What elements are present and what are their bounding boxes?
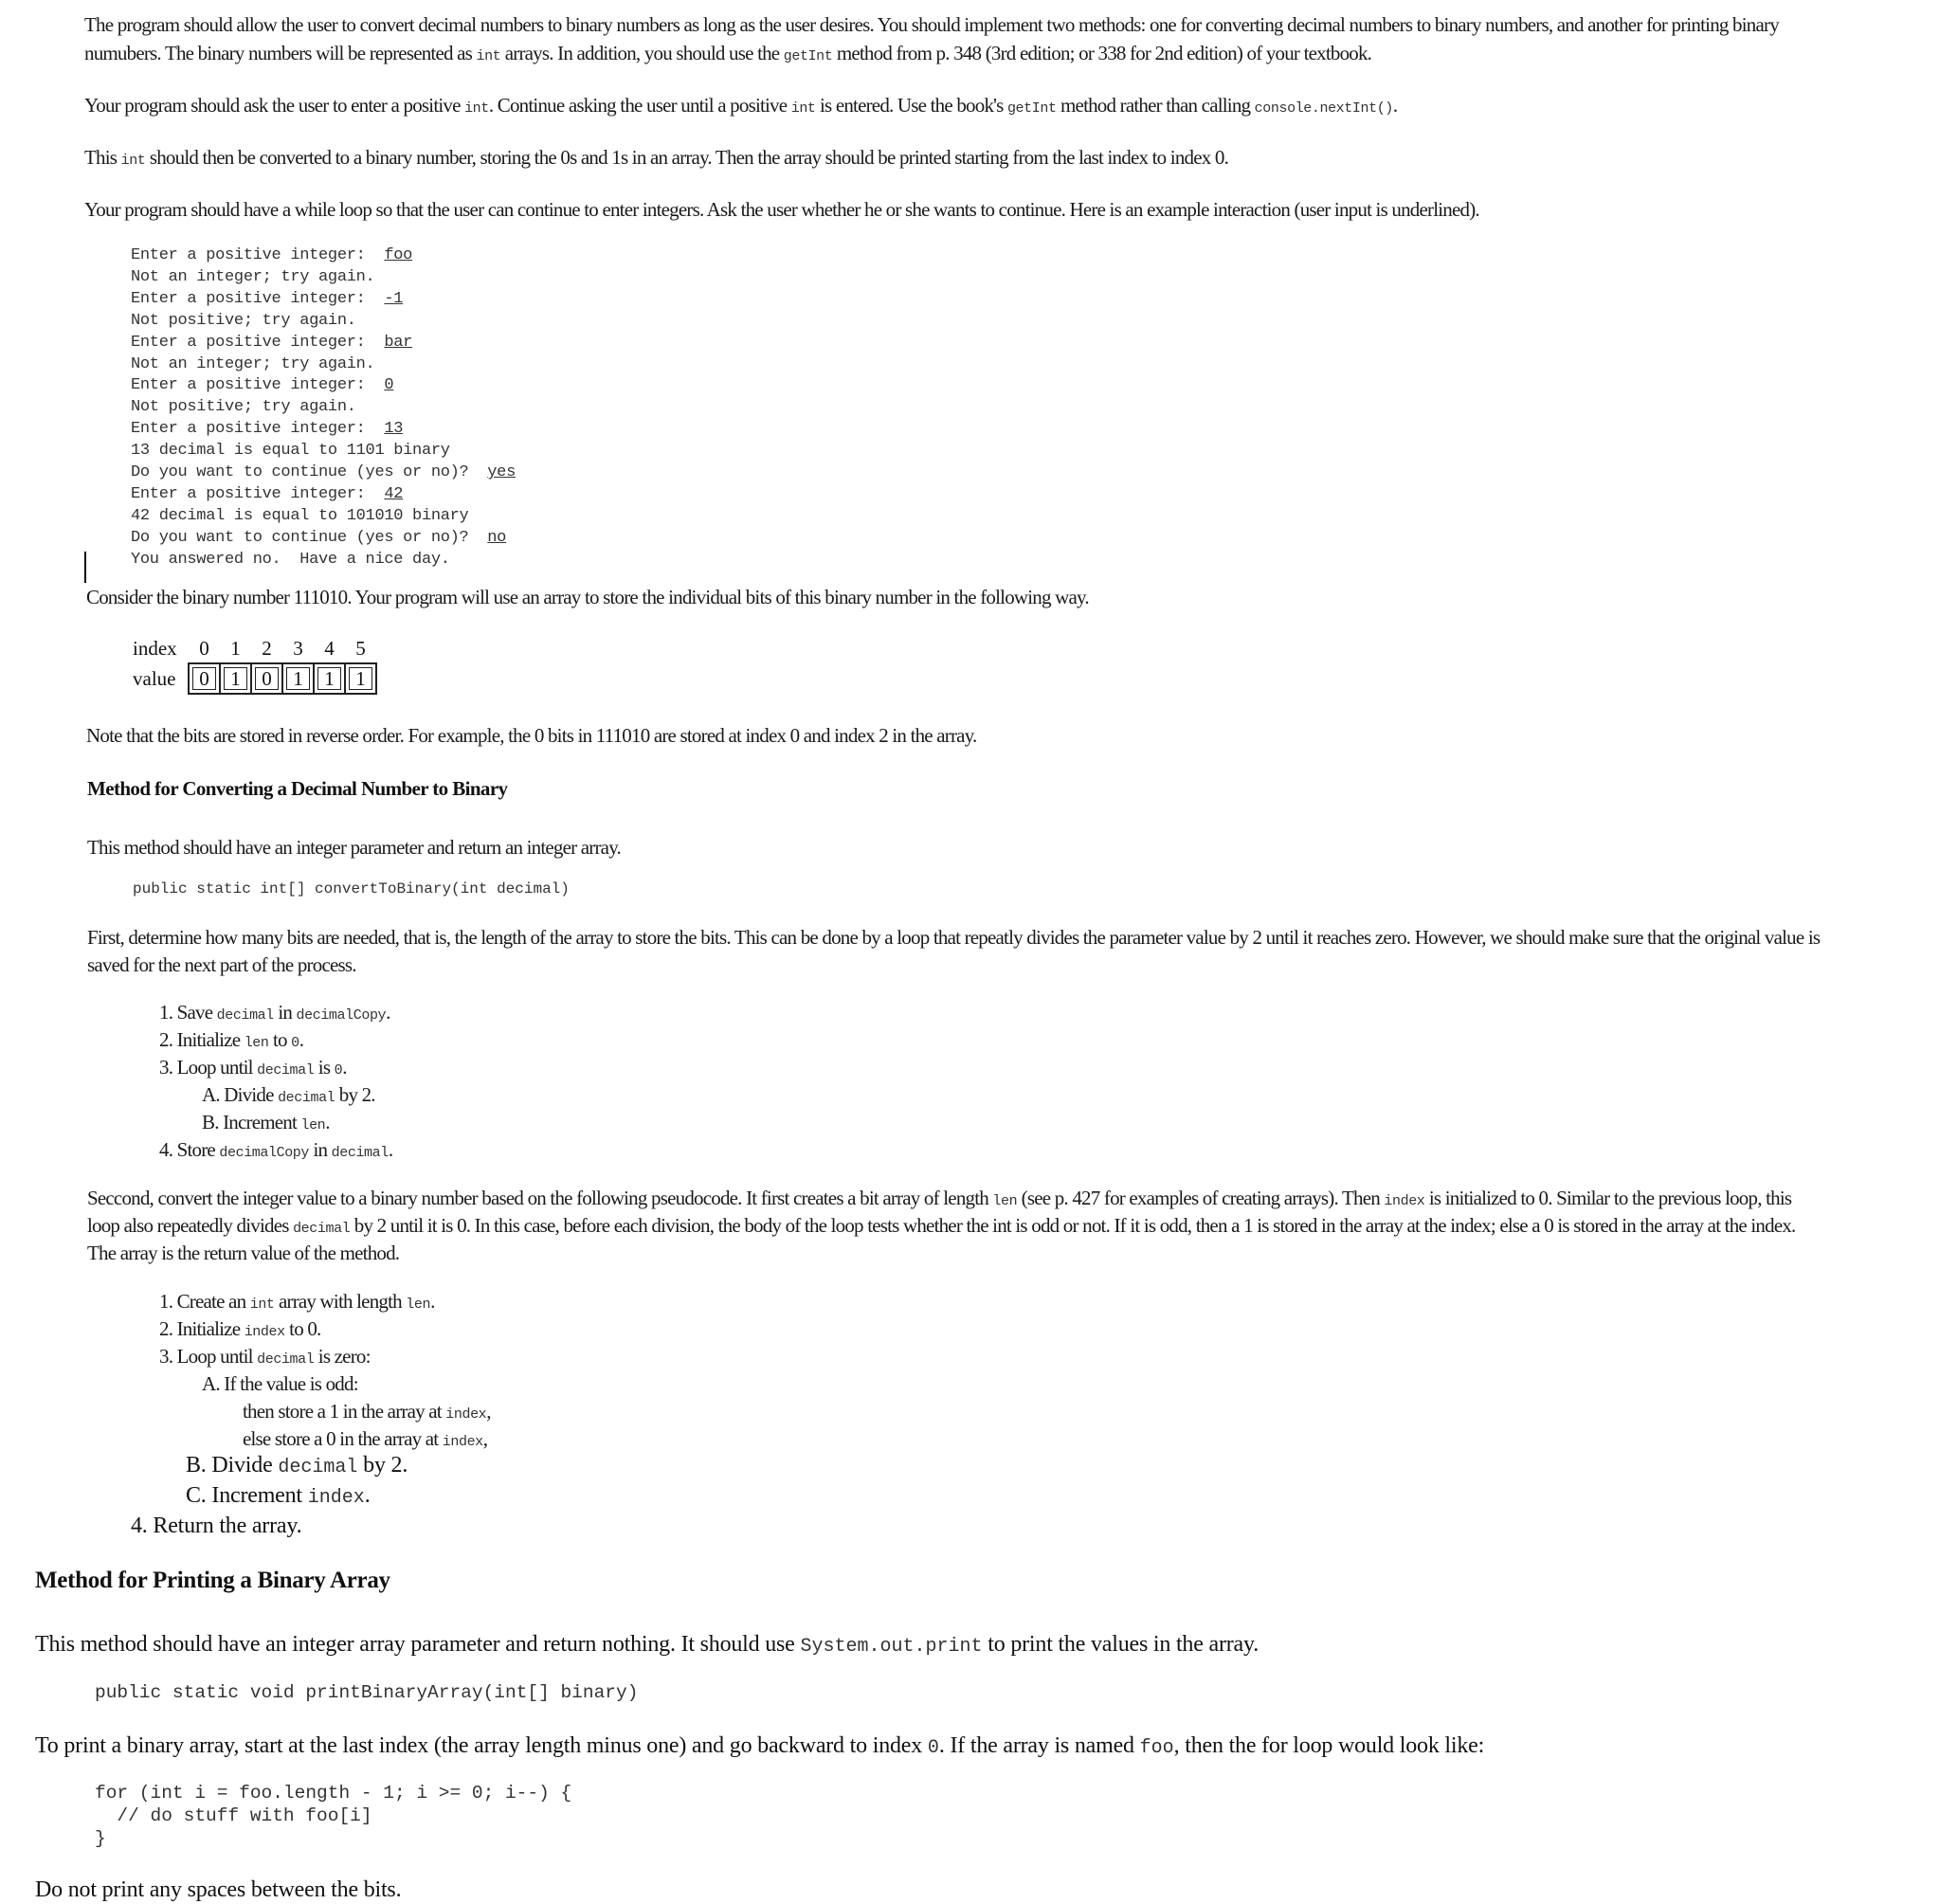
inline-code: index (307, 1487, 365, 1509)
value-label: value (133, 666, 176, 690)
convert-method-signature: public static int[] convertToBinary(int decimal) (133, 880, 570, 898)
convert-method-heading: Method for Converting a Decimal Number to Binary (87, 777, 508, 800)
intro-line-1: The program should allow the user to convert decimal numbers to binary numbers as long as the user desires. You should implement two methods: one for converting decimal numbers to binary numbers, and another for printing binary (84, 13, 1779, 36)
inline-code: getInt (783, 48, 833, 64)
console-line: You answered no. Have a nice day. (131, 550, 450, 569)
user-input: 0 (384, 376, 394, 395)
step2-4: 4. Return the array. (131, 1514, 302, 1538)
step2-3a-then: then store a 1 in the array at index, (243, 1400, 491, 1423)
inline-code: decimal (257, 1351, 315, 1368)
user-input: yes (487, 463, 516, 482)
bit-cell: 0 (189, 663, 220, 694)
text-cursor (84, 552, 86, 583)
inline-code: int (790, 100, 816, 117)
step1-2: 2. Initialize len to 0. (159, 1028, 304, 1051)
inline-code: int (249, 1297, 275, 1313)
user-input: bar (384, 333, 413, 352)
inline-code: decimal (278, 1457, 358, 1478)
inline-code: 0 (927, 1737, 939, 1759)
console-line: Not an integer; try again. (131, 354, 375, 373)
inline-code: decimal (331, 1145, 389, 1161)
inline-code: decimalCopy (219, 1145, 310, 1161)
inline-code: index (445, 1406, 487, 1423)
step2-3a-else: else store a 0 in the array at index, (243, 1427, 488, 1450)
index-cell: 3 (293, 636, 303, 660)
user-input: 42 (384, 484, 404, 503)
index-cell: 2 (262, 636, 272, 660)
bit-cell: 1 (282, 663, 314, 694)
print-method-description: This method should have an integer array parameter and return nothing. It should use System.out.print to print the values in the array. (35, 1632, 1259, 1658)
step1-4: 4. Store decimalCopy in decimal. (159, 1138, 393, 1161)
inline-code: decimal (278, 1090, 335, 1106)
console-line: Do you want to continue (yes or no)? yes (131, 463, 516, 482)
inline-code: console.nextInt() (1254, 100, 1393, 117)
first-paragraph-line-1: First, determine how many bits are needed, that is, the length of the array to store the bits. This can be done by a loop that repeatly divides the parameter value by 2 until it reaches zero. However, we should make sure that the original value is (87, 926, 1821, 949)
console-line: Not an integer; try again. (131, 267, 375, 286)
console-line: Do you want to continue (yes or no)? no (131, 528, 507, 547)
index-cell: 0 (199, 636, 209, 660)
step2-3: 3. Loop until decimal is zero: (159, 1345, 371, 1368)
step2-3b: B. Divide decimal by 2. (186, 1453, 408, 1478)
console-line: Not positive; try again. (131, 311, 356, 330)
inline-code: int (120, 153, 146, 169)
inline-code: 0 (334, 1062, 343, 1079)
note-paragraph: Note that the bits are stored in reverse order. For example, the 0 bits in 111010 are stored at index 0 and index 2 in the array. (86, 724, 977, 747)
console-line: Enter a positive integer: 13 (131, 420, 404, 439)
index-cell: 4 (324, 636, 335, 660)
inline-code: len (992, 1193, 1018, 1209)
step2-2: 2. Initialize index to 0. (159, 1317, 321, 1340)
bit-array-figure (133, 634, 377, 695)
step1-3a: A. Divide decimal by 2. (202, 1083, 375, 1106)
user-input: foo (384, 246, 413, 264)
index-row (133, 634, 376, 663)
example-interaction (131, 245, 516, 571)
step1-3: 3. Loop until decimal is 0. (159, 1056, 347, 1079)
intro-paragraph-4: Your program should have a while loop so that the user can continue to enter integers. Ask the user whether he or she wants to continue. Here is an example interaction (user input is underlined). (84, 198, 1479, 221)
inline-code: decimal (257, 1062, 315, 1079)
second-paragraph-line-1: Seccond, convert the integer value to a binary number based on the following pseudocode. It first creates a bit array of length len (see p. 427 for examples of creating arrays). Then index is initialized to 0. Similar to the previous loop, this (87, 1187, 1792, 1209)
second-paragraph-line-3: The array is the return value of the method. (87, 1242, 400, 1264)
inline-code: len (300, 1117, 326, 1133)
inline-code: foo (1139, 1737, 1174, 1759)
user-input: -1 (384, 289, 404, 308)
intro-paragraph-3: This int should then be converted to a binary number, storing the 0s and 1s in an array. Then the array should be printed starting from the last index to index 0. (84, 146, 1229, 169)
convert-method-description: This method should have an integer parameter and return an integer array. (87, 836, 621, 859)
inline-code: decimalCopy (296, 1007, 387, 1024)
console-line: 13 decimal is equal to 1101 binary (131, 442, 450, 461)
inline-code: 0 (291, 1035, 299, 1051)
bit-array-table (133, 634, 377, 695)
inline-code: index (442, 1434, 483, 1450)
bit-cell: 1 (314, 663, 345, 694)
console-line: Enter a positive integer: foo (131, 246, 413, 264)
for-loop-code: for (int i = foo.length - 1; i >= 0; i--) { // do stuff with foo[i] } (95, 1783, 572, 1849)
console-line: Enter a positive integer: -1 (131, 289, 404, 308)
print-method-heading: Method for Printing a Binary Array (35, 1568, 390, 1593)
consider-paragraph: Consider the binary number 111010. Your program will use an array to store the individual bits of this binary number in the following way. (86, 586, 1089, 608)
print-method-signature: public static void printBinaryArray(int[] binary) (95, 1682, 639, 1703)
user-input: no (487, 528, 507, 547)
step1-3b: B. Increment len. (202, 1111, 330, 1133)
inline-code: System.out.print (800, 1636, 983, 1658)
inline-code: index (1384, 1193, 1425, 1209)
console-line: Not positive; try again. (131, 398, 356, 417)
step2-3c: C. Increment index. (186, 1483, 371, 1509)
step2-3a: A. If the value is odd: (202, 1372, 358, 1395)
inline-code: decimal (293, 1221, 351, 1237)
user-input: 13 (384, 420, 404, 439)
inline-code: len (244, 1035, 269, 1051)
bit-cell: 0 (251, 663, 282, 694)
first-paragraph-line-2: saved for the next part of the process. (87, 953, 356, 976)
intro-paragraph-2: Your program should ask the user to enter a positive int. Continue asking the user until a positive int is entered. Use the book's getInt method rather than calling console.nextInt(). (84, 94, 1398, 117)
console-line: Enter a positive integer: 0 (131, 376, 394, 395)
step2-1: 1. Create an int array with length len. (159, 1290, 435, 1313)
inline-code: getInt (1006, 100, 1057, 117)
console-line: 42 decimal is equal to 101010 binary (131, 506, 469, 525)
final-line: Do not print any spaces between the bits. (35, 1877, 402, 1902)
inline-code: int (464, 100, 489, 117)
index-label: index (133, 637, 177, 660)
inline-code: len (406, 1297, 431, 1313)
print-paragraph: To print a binary array, start at the last index (the array length minus one) and go backward to index 0. If the array is named foo, then the for loop would look like: (35, 1733, 1485, 1759)
console-line: Enter a positive integer: 42 (131, 484, 404, 503)
bit-cell: 1 (345, 663, 376, 694)
index-cell: 5 (355, 636, 366, 660)
intro-line-2: numubers. The binary numbers will be represented as int arrays. In addition, you should use the getInt method from p. 348 (3rd edition; or 338 for 2nd edition) of your textbook. (84, 42, 1372, 64)
index-cell: 1 (230, 636, 241, 660)
second-paragraph-line-2: loop also repeatedly divides decimal by 2 until it is 0. In this case, before each division, the body of the loop tests whether the int is odd or not. If it is odd, then a 1 is stored in the array at the index; else a 0 is stored in the array at the index. (87, 1214, 1796, 1237)
inline-code: int (476, 48, 501, 64)
bit-cell: 1 (220, 663, 251, 694)
console-line: Enter a positive integer: bar (131, 333, 413, 352)
step1-1: 1. Save decimal in decimalCopy. (159, 1001, 390, 1024)
inline-code: decimal (216, 1007, 274, 1024)
value-row (133, 663, 376, 694)
inline-code: index (244, 1324, 285, 1340)
